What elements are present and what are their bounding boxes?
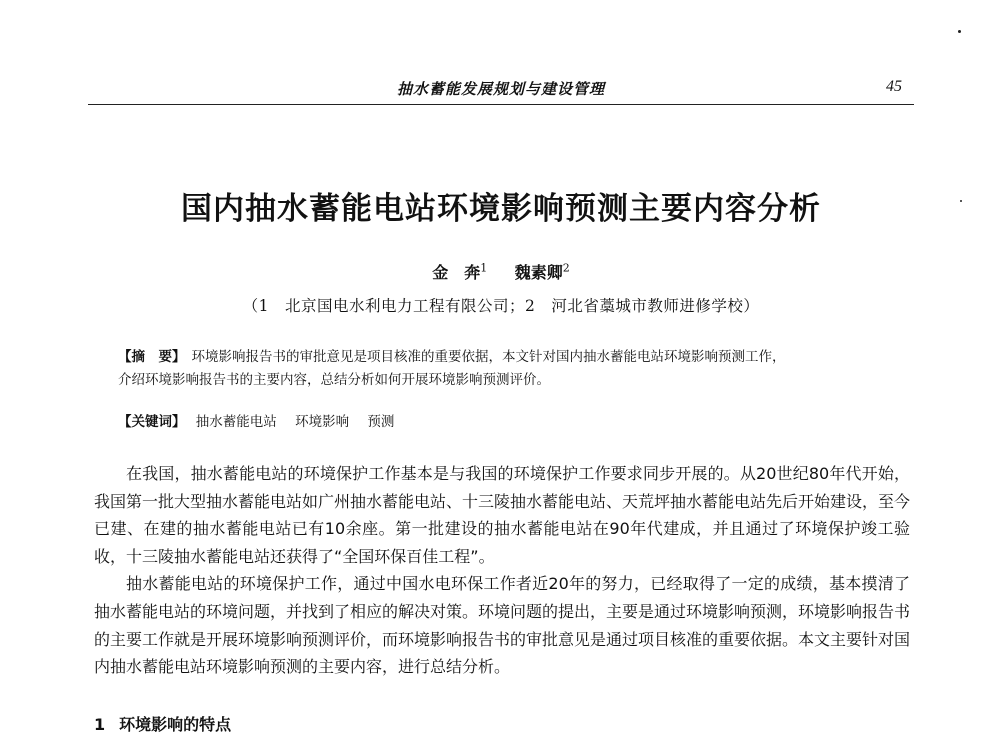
page-number: 45	[886, 78, 902, 95]
keywords-label: 【关键词】	[118, 414, 186, 430]
keyword: 环境影响	[295, 414, 350, 430]
journal-section-title: 抽水蓄能发展规划与建设管理	[396, 80, 605, 98]
paragraph-1: 在我国，抽水蓄能电站的环境保护工作基本是与我国的环境保护工作要求同步开展的。从20世纪80年代开始，我国第一批大型抽水蓄能电站如广州抽水蓄能电站、十三陵抽水蓄能电站、天荒坪抽水蓄能电站先后开始建设，至今已建、在建的抽水蓄能电站已有10余座。第一批建设的抽水蓄能电站在90年代建成，并且通过了环境保护竣工验收，十三陵抽水蓄能电站还获得了“全国环保百佳工程”。	[94, 464, 911, 566]
section-heading	[94, 712, 231, 735]
abstract	[118, 346, 908, 392]
author-1	[432, 263, 487, 282]
scan-artifact	[960, 200, 962, 202]
keyword: 抽水蓄能电站	[195, 414, 277, 430]
author-line	[88, 260, 914, 283]
author-name: 魏素卿	[514, 263, 563, 282]
author-affil-mark: 2	[562, 261, 570, 275]
section-title: 环境影响的特点	[119, 715, 232, 734]
author-2	[515, 263, 570, 282]
affiliation: （1 北京国电水利电力工程有限公司；2 河北省藁城市教师进修学校）	[242, 297, 760, 315]
keyword: 预测	[367, 414, 395, 430]
section-number: 1	[94, 715, 106, 734]
body-text	[94, 460, 910, 681]
paper-title: 国内抽水蓄能电站环境影响预测主要内容分析	[181, 191, 821, 227]
abstract-text: 环境影响报告书的审批意见是项目核准的重要依据，本文针对国内抽水蓄能电站环境影响预测工作，	[191, 349, 786, 365]
scan-artifact	[958, 30, 961, 33]
running-header	[88, 78, 914, 105]
abstract-line-2: 介绍环境影响报告书的主要内容，总结分析如何开展环境影响预测评价。	[118, 372, 550, 388]
abstract-line-1	[118, 346, 908, 369]
author-affil-mark: 1	[480, 261, 488, 275]
author-name: 金 奔	[432, 263, 481, 282]
keywords	[118, 410, 908, 430]
paragraph-2: 抽水蓄能电站的环境保护工作，通过中国水电环保工作者近20年的努力，已经取得了一定的成绩，基本摸清了抽水蓄能电站的环境问题，并找到了相应的解决对策。环境问题的提出，主要是通过环境影响预测，环境影响报告书的主要工作就是开展环境影响预测评价，而环境影响报告书的审批意见是通过项目核准的重要依据。本文主要针对国内抽水蓄能电站环境影响预测的主要内容，进行总结分析。	[94, 574, 911, 677]
abstract-label: 【摘 要】	[118, 349, 186, 365]
